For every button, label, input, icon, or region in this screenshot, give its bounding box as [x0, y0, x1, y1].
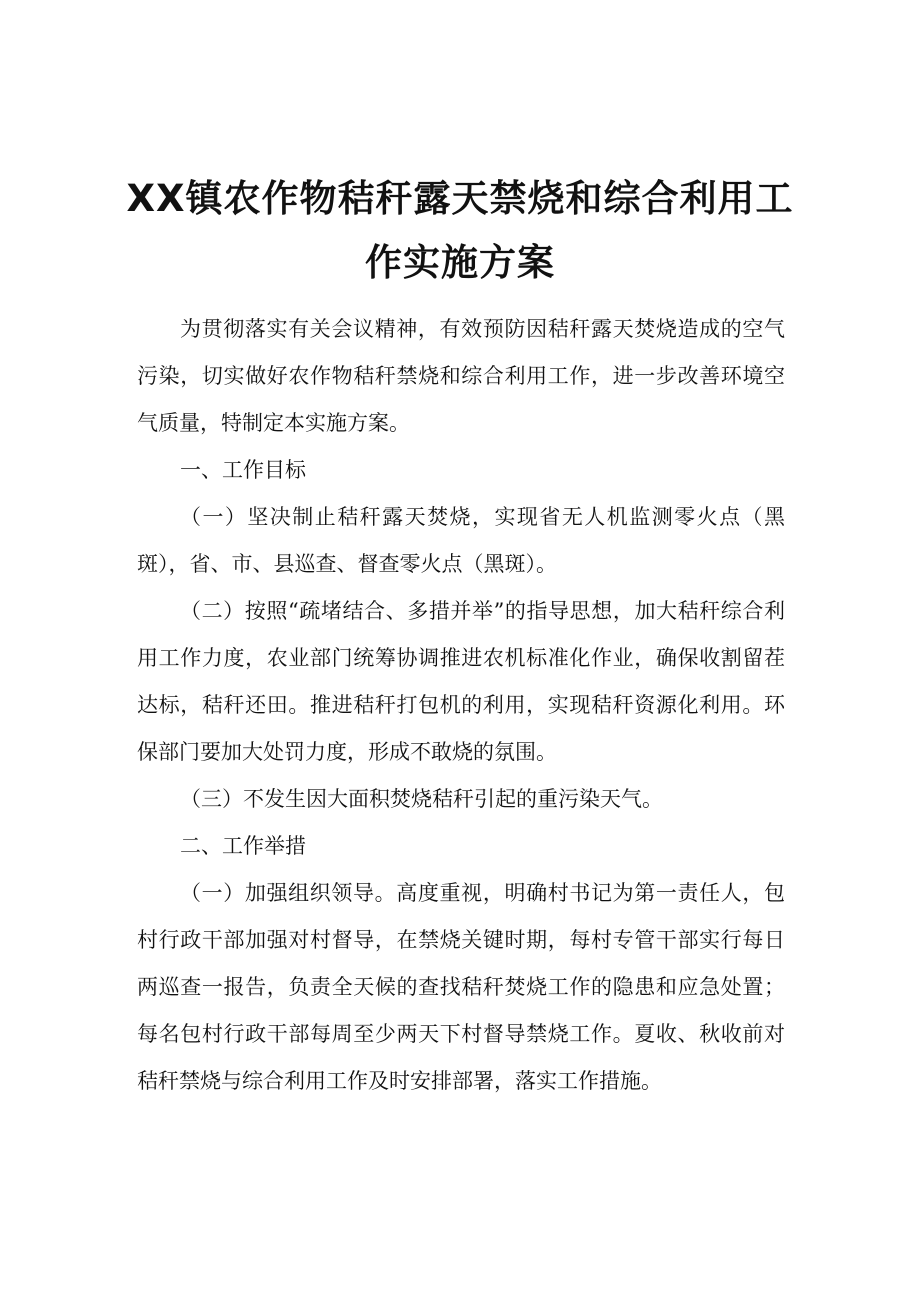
goal-item-2: （二）按照“疏堵结合、多措并举”的指导思想，加大秸秆综合利用工作力度，农业部门统筹协调推进农机标准化作业，确保收割留茬达标，秸秆还田。推进秸秆打包机的利用，实现秸秆资源化利用。环保部门要加大处罚力度，形成不敢烧的氛围。	[137, 599, 785, 764]
document-title-line-1: XX镇农作物秸秆露天禁烧和综合利用工	[126, 177, 794, 220]
intro-paragraph: 为贯彻落实有关会议精神，有效预防因秸秆露天焚烧造成的空气污染，切实做好农作物秸秆禁烧和综合利用工作，进一步改善环境空气质量，特制定本实施方案。	[137, 317, 785, 435]
section-heading-measures: 二、工作举措	[180, 834, 306, 858]
document-title-line-2: 作实施方案	[365, 241, 555, 284]
measure-item-1: （一）加强组织领导。高度重视，明确村书记为第一责任人，包村行政干部加强对村督导，在禁烧关键时期，每村专管干部实行每日两巡查一报告，负责全天候的查找秸秆焚烧工作的隐患和应急处置；每名包村行政干部每周至少两天下村督导禁烧工作。夏收、秋收前对秸秆禁烧与综合利用工作及时安排部署，落实工作措施。	[137, 881, 785, 1093]
goal-item-3: （三）不发生因大面积焚烧秸秆引起的重污染天气。	[180, 787, 663, 811]
section-heading-goals: 一、工作目标	[180, 458, 306, 482]
document-body	[137, 306, 785, 1105]
goal-item-1: （一）坚决制止秸秆露天焚烧，实现省无人机监测零火点（黑斑），省、市、县巡查、督查零火点（黑斑）。	[137, 505, 785, 576]
